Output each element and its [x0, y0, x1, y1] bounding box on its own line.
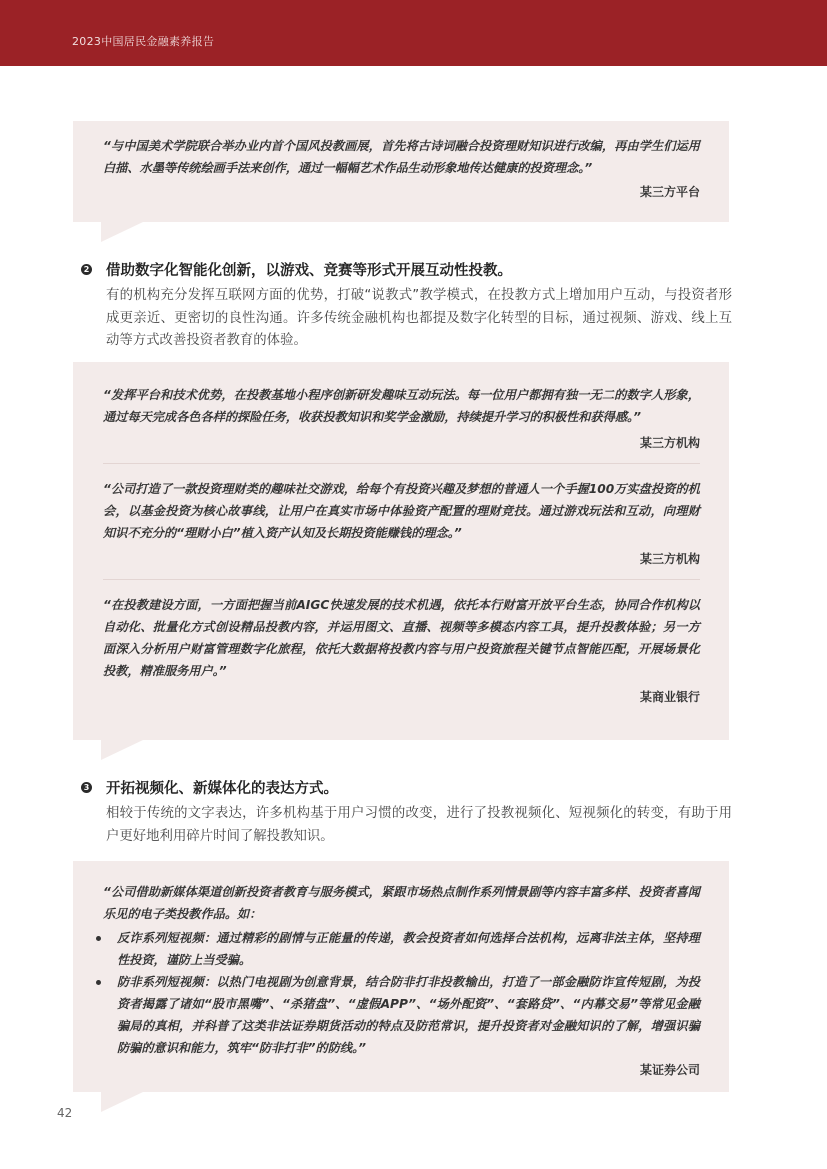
speech-bubble-tail — [101, 1092, 143, 1112]
quote-intro: “公司借助新媒体渠道创新投资者教育与服务模式，紧跟市场热点制作系列情景剧等内容丰富多样、投资者喜闻乐见的电子类投教作品。如： — [103, 885, 700, 921]
bullet-item — [103, 927, 700, 971]
section-title: 借助数字化智能化创新，以游戏、竞赛等形式开展互动性投教。 — [106, 263, 512, 279]
section-body: 相较于传统的文字表达，许多机构基于用户习惯的改变，进行了投教视频化、短视频化的转变，有助于用户更好地利用碎片时间了解投教知识。 — [106, 806, 732, 844]
quote-item — [103, 384, 700, 451]
section-number-badge: 2 — [81, 264, 92, 275]
speech-bubble-tail — [101, 222, 143, 242]
quote-divider — [103, 579, 700, 580]
speech-bubble-tail — [101, 740, 143, 760]
quote-source: 某三方机构 — [639, 552, 700, 566]
bullet-text: 反诈系列短视频：通过精彩的剧情与正能量的传递，教会投资者如何选择合法机构，远离非法主体，坚持理性投资，谨防上当受骗。 — [117, 931, 700, 967]
bullet-dot — [96, 980, 101, 985]
bullet-dot — [96, 936, 101, 941]
quote-item — [103, 594, 700, 705]
section-title: 开拓视频化、新媒体化的表达方式。 — [106, 781, 338, 797]
bullet-list — [103, 927, 700, 1059]
quote-text: “在投教建设方面，一方面把握当前AIGC快速发展的技术机遇，依托本行财富开放平台生态，协同合作机构以自动化、批量化方式创设精品投教内容，并运用图文、直播、视频等多模态内容工具，提升投教体验；另一方面深入分析用户财富管理数字化旅程，依托大数据将投教内容与用户投资旅程关键节点智能匹配，开展场景化投教，精准服务用户。” — [103, 598, 700, 678]
quote-source: 某证券公司 — [639, 1063, 700, 1077]
section-number-badge: 3 — [81, 782, 92, 793]
quote-box-1 — [73, 121, 729, 222]
quote-box-3 — [73, 861, 729, 1092]
quote-item — [103, 478, 700, 567]
bullet-text: 防非系列短视频：以热门电视剧为创意背景，结合防非打非投教输出，打造了一部金融防诈宣传短剧，为投资者揭露了诸如“股市黑嘴”、“杀猪盘”、“虚假APP”、“场外配资”、“套路贷”、“内幕交易”等常见金融骗局的真相，并科普了这类非法证券期货活动的特点及防范常识，提升投资者对金融知识的了解，增强识骗防骗的意识和能力，筑牢“防非打非”的防线。” — [117, 975, 700, 1055]
bullet-item — [103, 971, 700, 1059]
quote-text: “与中国美术学院联合举办业内首个国风投教画展，首先将古诗词融合投资理财知识进行改编，再由学生们运用白描、水墨等传统绘画手法来创作，通过一幅幅艺术作品生动形象地传达健康的投资理念。” — [103, 139, 700, 175]
quote-box-2 — [73, 362, 729, 740]
quote-text: “公司打造了一款投资理财类的趣味社交游戏，给每个有投资兴趣及梦想的普通人一个手握100万实盘投资的机会，以基金投资为核心故事线，让用户在真实市场中体验资产配置的理财竞技。通过游戏玩法和互动，向理财知识不充分的“理财小白”植入资产认知及长期投资能赚钱的理念。” — [103, 482, 700, 540]
quote-source: 某三方平台 — [639, 185, 700, 199]
quote-divider — [103, 463, 700, 464]
report-title: 2023中国居民金融素养报告 — [72, 35, 215, 48]
quote-source: 某三方机构 — [639, 436, 700, 450]
section-body: 有的机构充分发挥互联网方面的优势，打破“说教式”教学模式，在投教方式上增加用户互动，与投资者形成更亲近、更密切的良性沟通。许多传统金融机构也都提及数字化转型的目标，通过视频、游戏、线上互动等方式改善投资者教育的体验。 — [106, 288, 732, 348]
quote-text: “发挥平台和技术优势，在投教基地小程序创新研发趣味互动玩法。每一位用户都拥有独一无二的数字人形象，通过每天完成各色各样的探险任务，收获投教知识和奖学金激励，持续提升学习的积极性和获得感。” — [103, 388, 700, 424]
page-number: 42 — [57, 1106, 73, 1120]
quote-source: 某商业银行 — [639, 690, 700, 704]
page-header — [0, 0, 827, 66]
